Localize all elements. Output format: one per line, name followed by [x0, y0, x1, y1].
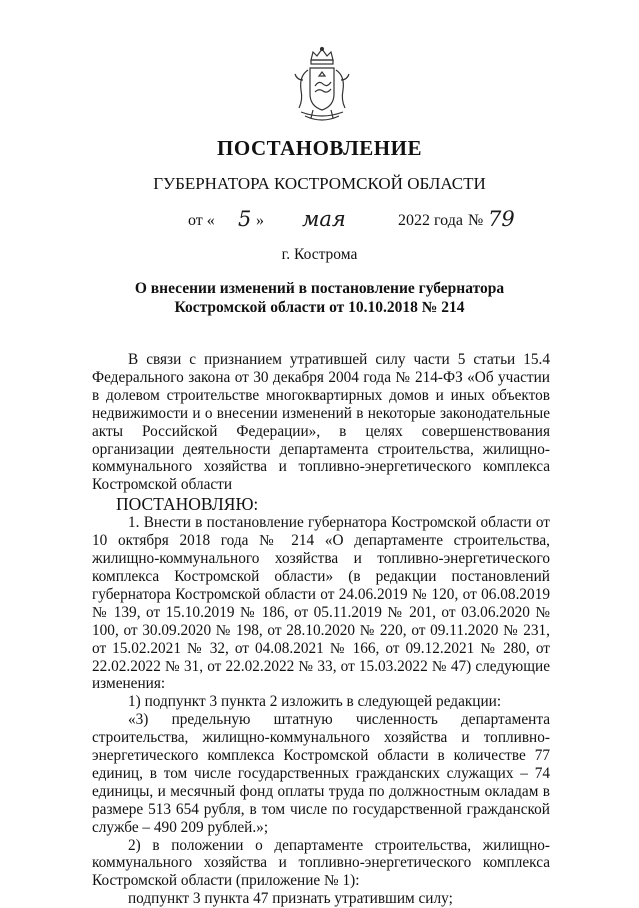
- paragraph-quote: «3) предельную штатную численность департамента строительства, жилищно-коммунального хозяйства и топливно-энергетического комплекса Костромской области в количестве 77 единиц, в том числе государственных гражданских служащих – 74 единицы, и месячный фонд оплаты труда по должностным окладам в размере 513 654 рубля, в том числе по государственной гражданской службе – 490 209 рублей.»;: [92, 711, 550, 836]
- document-number: 79: [488, 207, 515, 231]
- date-day: 5: [238, 207, 252, 231]
- date-day-close: »: [256, 212, 264, 229]
- paragraph-subitem-1: 1) подпункт 3 пункта 2 изложить в следующей редакции:: [128, 693, 502, 711]
- paragraph-item-1: 1. Внести в постановление губернатора Костромской области от 10 октября 2018 года № 214 «О департаменте строительства, жилищно-коммунального хозяйства и топливно-энергетического комплекса Костромской области» (в редакции постановлений губернатора Костромской области от 24.06.2019 № 120, от 06.08.2019 № 139, от 15.10.2019 № 186, от 05.11.2019 № 201, от 03.06.2020 № 100, от 30.09.2020 № 198, от 28.10.2020 № 220, от 09.11.2020 № 231, от 15.02.2021 № 32, от 04.08.2021 № 166, от 09.12.2021 № 280, от 22.02.2022 № 31, от 22.02.2022 № 33, от 15.03.2022 № 47) следующие изменения:: [92, 514, 550, 693]
- paragraph-subitem-2: 2) в положении о департаменте строительства, жилищно-коммунального хозяйства и топливно-энергетического комплекса Костромской области (приложение № 1):: [92, 836, 550, 890]
- paragraph-subitem-2-text: подпункт 3 пункта 47 признать утратившим силу;: [128, 890, 453, 908]
- coat-of-arms-icon: [291, 46, 353, 126]
- document-subtitle: ГУБЕРНАТОРА КОСТРОМСКОЙ ОБЛАСТИ: [153, 174, 486, 193]
- document-body: [92, 351, 550, 908]
- document-title: ПОСТАНОВЛЕНИЕ: [217, 136, 422, 160]
- paragraph-preamble: В связи с признанием утратившей силу части 5 статьи 15.4 Федерального закона от 30 декабря 2004 года № 214-ФЗ «Об участии в долевом строительстве многоквартирных домов и иных объектов недвижимости и о внесении изменений в некоторые законодательные акты Российской Федерации», в целях совершенствования организации деятельности департамента строительства, жилищно-коммунального хозяйства и топливно-энергетического комплекса Костромской области: [92, 351, 550, 494]
- document-heading: [0, 279, 639, 317]
- date-month: мая: [302, 207, 346, 231]
- city: г. Кострома: [281, 246, 358, 263]
- date-prefix: от «: [188, 212, 215, 229]
- date-year: 2022 года: [398, 212, 463, 229]
- date-line: [0, 207, 639, 235]
- heading-line-2: Костромской области от 10.10.2018 № 214: [174, 299, 465, 316]
- decree-word: ПОСТАНОВЛЯЮ:: [116, 494, 259, 515]
- heading-line-1: О внесении изменений в постановление губернатора: [134, 280, 505, 297]
- number-label: №: [468, 212, 484, 229]
